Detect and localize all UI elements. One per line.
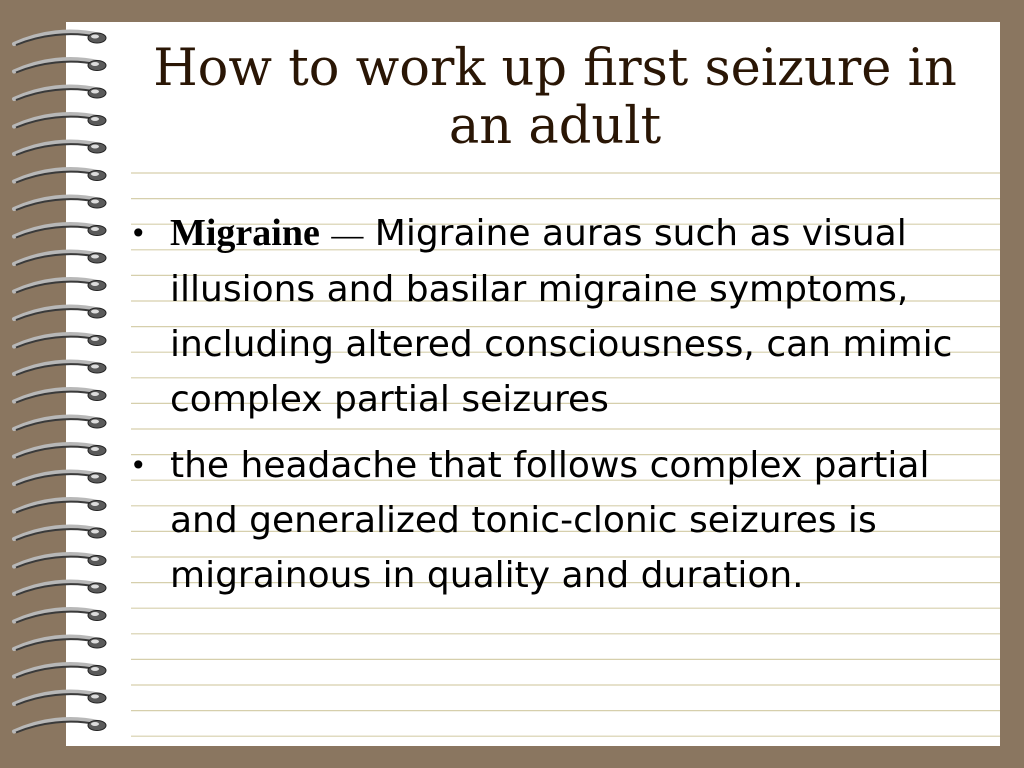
slide-title <box>130 40 980 156</box>
spiral-ring <box>14 32 106 45</box>
title-line-2: an adult <box>448 97 662 156</box>
spiral-ring <box>14 142 106 155</box>
bullet-list <box>130 206 980 603</box>
spiral-ring <box>14 279 106 292</box>
bullet-term: Migraine <box>170 212 320 254</box>
spiral-ring <box>14 114 106 127</box>
spiral-ring <box>14 472 106 485</box>
spiral-ring <box>14 692 106 705</box>
bullet-headache <box>130 438 980 603</box>
spiral-binding-icon <box>0 0 120 768</box>
spiral-ring <box>14 87 106 100</box>
spiral-ring <box>14 307 106 320</box>
bullet-text: the headache that follows complex partial and generalized tonic-clonic seizures is migrainous in quality and duration. <box>170 445 930 596</box>
spiral-ring <box>14 499 106 512</box>
bullet-text: Migraine auras such as visual illusions and basilar migraine symptoms, including altered consciousness, can mimic complex partial seizures <box>170 213 953 420</box>
spiral-ring <box>14 362 106 375</box>
title-line-1: How to work up first seizure in <box>153 39 957 98</box>
spiral-ring <box>14 609 106 622</box>
spiral-ring <box>14 59 106 72</box>
spiral-ring <box>14 719 106 732</box>
spiral-ring <box>14 389 106 402</box>
em-dash: — <box>331 216 364 252</box>
bullet-dot-icon: • <box>130 217 147 250</box>
spiral-ring <box>14 554 106 567</box>
spiral-ring <box>14 252 106 265</box>
spiral-ring <box>14 444 106 457</box>
bullet-migraine <box>130 206 980 427</box>
spiral-ring <box>14 637 106 650</box>
bullet-dot-icon: • <box>130 449 147 482</box>
spiral-ring <box>14 224 106 237</box>
spiral-ring <box>14 334 106 347</box>
spiral-ring <box>14 582 106 595</box>
spiral-ring <box>14 417 106 430</box>
spiral-ring <box>14 664 106 677</box>
spiral-ring <box>14 169 106 182</box>
spiral-ring <box>14 527 106 540</box>
spiral-ring <box>14 197 106 210</box>
